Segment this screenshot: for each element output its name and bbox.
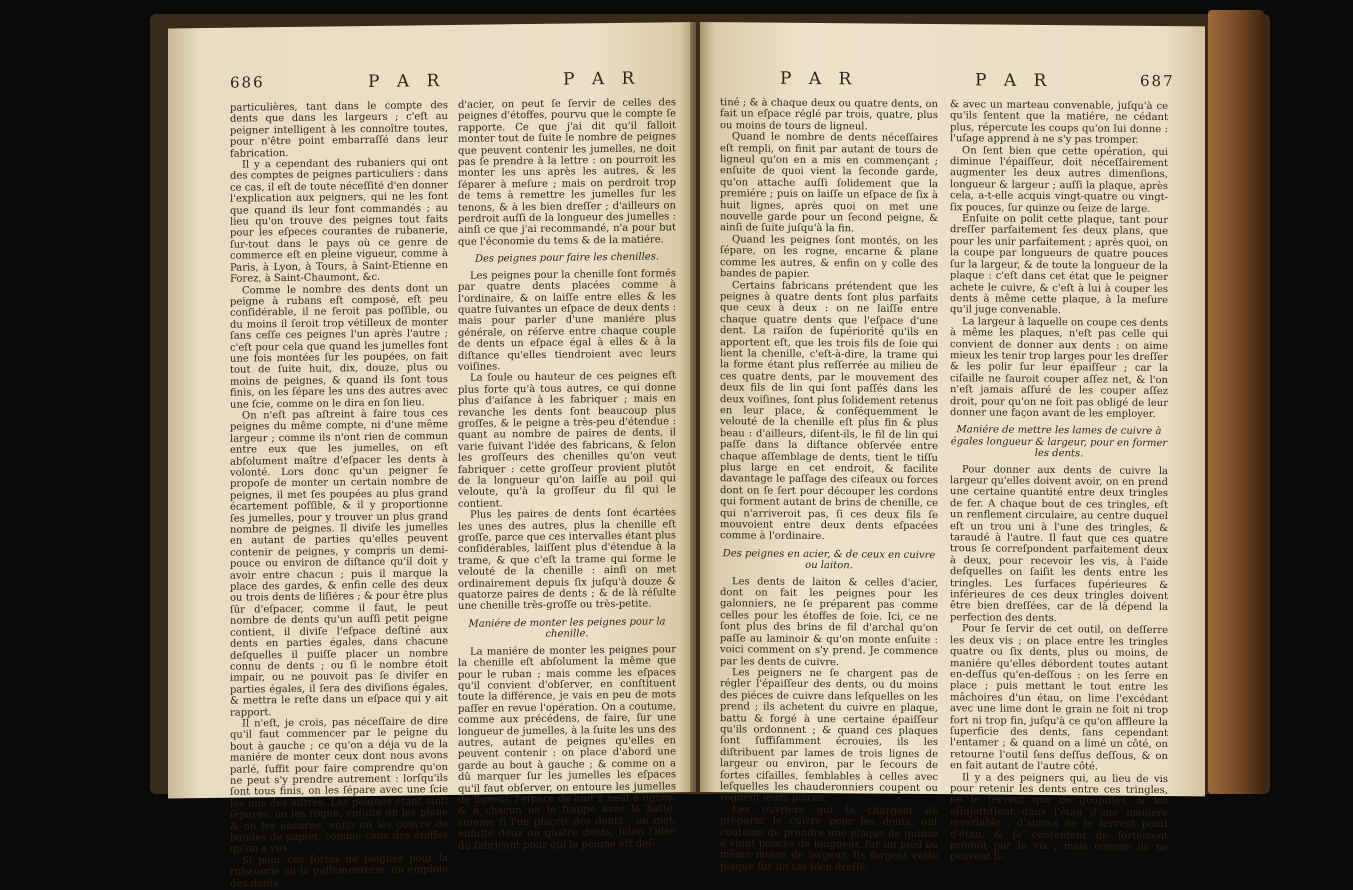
page-number: 686 [230,73,265,92]
paragraph: Les peigners ne ſe chargent pas de régler l'épaiſſeur des dents, ou du moins des piéces de cuivre dans leſquelles on les prend ; ils achetent du cuivre en plaque, battu & forgé à une certaine épaiſſeur qu'ils ordonnent ; & quand ces plaques ſont ſuffiſamment écrouies, ils les diſtribuent par lames de trois lignes de largeur ou environ, par le ſecours de fortes ciſailles, ſemblables à celles avec leſquelles les chauderonniers coupent ou rognent leurs piéces. [720,667,938,805]
paragraph: Pour donner aux dents de cuivre la largeur qu'elles doivent avoir, on en prend une certaine quantité entre deux tringles de fer. A chaque bout de ces tringles, eſt un renflement circulaire, au centre duquel eſt un trou uni à l'une des tringles, & taraudé à l'autre. Il faut que ces quatre trous ſe correſpondent parfaitement deux à deux, pour recevoir les vis, à l'aide deſquelles on ſaiſit les dents entre les tringles. Les ſurfaces ſupérieures & inférieures de ces deux tringles doivent être bien dreſſées, car de là dépend la perfection des dents. [950,463,1168,624]
book-cover-edge [1208,10,1264,794]
text-column [720,97,938,874]
paragraph: d'acier, on peut ſe ſervir de celles des peignes d'étoffes, pourvu que le compte ſe rapporte. Ce que j'ai dit qu'il falloit monter tout de ſuite le nombre de peignes que peuvent contenir les jumelles, ne doit pas ſe prendre à la lettre : on pourroit les monter les uns après les autres, & les ſéparer à meſure ; mais on perdroit trop de tems à remettre les jumelles ſur les tenons, & à les bien dreſſer ; d'ailleurs on perdroit auſſi de la longueur des jumelles : ainſi ce que j'ai recommandé, n'a pour but que l'économie du tems & de la matiére. [458,97,676,248]
paragraph: Il y a cependant des rubaniers qui ont des comptes de peignes particuliers : dans ce cas, il eſt de toute néceſſité d'en donner l'explication aux peigners, qui ne les font que quand ils leur font commandés ; au lieu qu'on trouve des peignes tout faits pour les eſpeces courantes de rubanerie, ſur-tout dans le pays où ce genre de commerce eſt en pleine vigueur, comme à Paris, à Lyon, à Tours, à Saint-Etienne en Forez, à Saint-Chaumont, &c. [230,157,448,285]
paragraph: Quand le nombre de dents néceſſaires eſt rempli, on finit par autant de tours de ligneul qu'on en a mis en commençant ; enſuite de quoi vient la ſeconde garde, qu'on attache auſſi ſolidement que la premiére ; puis on laiſſe un eſpace de ſix à huit lignes, après quoi on met une nouvelle garde pour un ſecond peigne, & ainſi de ſuite juſqu'à la fin. [720,131,938,235]
paragraph: Comme le nombre des dents dont un peigne à rubans eſt composé, eſt peu conſidérable, il ne ſeroit pas poſſible, ou du moins il ſeroit trop vétilleux de monter ſans ceſſe ces peignes l'un après l'autre ; c'eſt pour cela que quand les jumelles font une fois montées ſur les poupées, on fait tout de ſuite huit, dix, douze, plus ou moins de peignes, & quand ils ſont tous finis, on les ſépare les uns des autres avec une ſcie, comme on le dira en ſon lieu. [230,282,448,411]
running-head: P A R [563,68,641,90]
paragraph: Il n'eſt, je crois, pas néceſſaire de dire qu'il faut commencer par le peigne du bout à gauche ; ce qu'on a déja vu de la maniére de monter ceux dont nous avons parlé, ſuffit pour faire comprendre qu'on ne peut s'y prendre autrement : lorſqu'ils ſont tous finis, on les ſépare avec une ſcie les uns des autres. Les peignes étant ainſi ſéparés, on les rogne, enſuite on les plane & on les encarne, enfin on les couvre de bandes de papier, comme ceux des étoffes qu'on a vus. [230,715,448,856]
paragraph: Certains fabricans prétendent que les peignes à quatre dents ſont plus parfaits que ceux à deux : on ne laiſſe entre chaque quatre dents que l'eſpace d'une dent. La raiſon de ſupériorité qu'ils en apportent eſt, que les trois fils de ſoie qui lient la chenille, c'eſt-à-dire, la trame qui la forme étant plus reſſerrée au milieu de ces quatre dents, par le mouvement des deux fils de lin qui ſont paſſés dans les deux voiſines, ſont plus ſolidement retenus en leur place, & conſéquemment le velouté de la chenille eſt plus fin & plus beau : d'ailleurs, diſent-ils, le fil de lin qui paſſe dans la diſtance obſervée entre chaque aſſemblage de dents, tient le tiſſu plus large en cet endroit, & facilite davantage le paſſage des ciſeaux ou forces dont on ſe ſert pour découper les cordons qui forment autant de brins de chenille, ce qui n'arriveroit pas, ſi ces deux fils ſe mouvoient entre deux dents eſpacées comme à l'ordinaire. [720,279,938,543]
section-heading: Maniére de mettre les lames de cuivre à égales longueur & largeur, pour en former les dents. [950,424,1168,460]
paragraph: Les peignes pour la chenille ſont formés par quatre dents placées comme à l'ordinaire, & on laiſſe entre elles & les quatre ſuivantes un eſpace de deux dents : mais pour parler d'une maniére plus générale, on réſerve entre chaque couple de dents un eſpace égal à elles & à la diſtance qu'elles tiendroient avec leurs voiſines. [458,267,676,373]
paragraph: La maniére de monter les peignes pour la chenille eſt abſolument la même que pour le ruban ; mais comme les eſpaces qu'il convient d'obſerver, en conſtituent toute la différence, je vais en peu de mots paſſer en revue l'opération. On a coutume, comme aux précédens, de faire, ſur une longueur de jumelles, à la ſuite les uns des autres, autant de peignes qu'elles en peuvent contenir : on place d'abord une garde au bout à gauche ; & comme on a dû marquer ſur les jumelles les eſpaces qu'il faut obſerver, on entoure les jumelles de ligneul, l'eſpace de huit à neuf à lignes, & à chacun on le frappe avec la batte, comme ſi l'on plaçoit des dents ; on met, enſuite deux ou quatre dents, ſelon l'idée du fabricant pour qui le peigne eſt deſ- [458,643,676,852]
text-column [458,97,676,852]
left-page-header [168,68,696,98]
paragraph: La largeur à laquelle on coupe ces dents à même les plaques, n'eſt pas celle qui convient de donner aux dents : on aime mieux les tenir trop larges pour les dreſſer & les polir ſur leur épaiſſeur ; car la ciſaille ne ſauroit couper aſſez net, & l'on n'eſt jamais aſſuré de les couper aſſez droit, pour qu'on ne ſoit pas obligé de leur donner une façon avant de les employer. [950,316,1168,420]
page-number: 687 [1140,71,1175,91]
paragraph: Les dents de laiton & celles d'acier, dont on fait les peignes pour les galonniers, ne ſe préparent pas comme celles pour les étoffes de ſoie. Ici, ce ne ſont plus des brins de fil d'archal qu'on paſſe au laminoir & qu'on monte enſuite : voici comment on s'y prend. Je commence par les dents de cuivre. [720,575,938,668]
paragraph: Enſuite on polit cette plaque, tant pour dreſſer parfaitement ſes deux plans, que pour les unir parfaitement ; après quoi, on la coupe par longueurs de quatre pouces ſur la largeur, & de toute la longueur de la plaque : c'eſt dans cet état que le peigner achete le cuivre, & c'eſt à lui à couper les dents à même cette plaque, à la meſure qu'il juge convenable. [950,213,1168,317]
running-head: P A R [975,70,1053,92]
left-page [168,22,696,890]
paragraph: Si pour ces ſortes de peignes pour la rubanerie ou la paſſementerie, on emploie des dents [230,852,448,890]
text-column [950,99,1168,865]
paragraph: particulières, tant dans le compte des dents que dans les largeurs ; c'eſt au peigner intelligent à les connoître toutes, pour n'être point embarraſſé dans leur fabrication. [230,100,448,160]
paragraph: Il y a des peigners qui, au lieu de vis pour retenir les dents entre ces tringles, ne ſe ſervent que de goupilles, & les aſſujettiſſent dans l'étau d'une maniére invariable : d'autres ne ſe ſervent point d'étau, & ſe contentent de fortement produit par la vis ; mais comme ils ne peuvent li- [950,771,1168,864]
paragraph: On ſent bien que cette opération, qui diminue l'épaiſſeur, doit néceſſairement augmenter les deux autres dimenſions, longueur & largeur ; auſſi la plaque, après cela, a-t-elle acquis vingt-quatre ou vingt-ſix pouces, ſur quinze ou ſeize de large. [950,144,1168,215]
running-head: P A R [780,68,858,90]
section-heading: Des peignes pour faire les chenilles. [474,251,660,265]
section-heading: Maniére de monter les peignes pour la chenille. [468,616,666,641]
paragraph: Quand les peignes ſont montés, on les ſépare, on les rogne, encarne & plane comme les autres, & enfin on y colle des bandes de papier. [720,234,938,281]
paragraph: La ſoule ou hauteur de ces peignes eſt plus forte qu'à tous autres, ce qui donne plus d'aiſance à les fabriquer ; mais en revanche les dents ſont beaucoup plus groſſes, & le peigne a très-peu d'étendue : quant au nombre de paires de dents, il varie ſuivant l'idée des fabricans, & ſelon les groſſeurs des chenilles qu'on veut fabriquer : cette groſſeur provient plutôt de la longueur qu'on laiſſe au poil qui veloute, qu'à la groſſeur du fil qui le contient. [458,370,676,510]
paragraph: On n'eſt pas aſtreint à faire tous ces peignes du même compte, ni d'une même largeur ; comme ils n'ont rien de commun entre eux que les jumelles, on eſt abſolument maître d'eſpacer les dents à volonté. Lors donc qu'un peigner ſe propoſe de monter un certain nombre de peignes, il met ſes poupées au plus grand écartement poſſible, & il y proportionne ſes jumelles, pour y trouver un plus grand nombre de peignes. Il diviſe les jumelles en autant de parties qu'elles peuvent contenir de peignes, y compris un demi-pouce ou environ de diſtance qu'il doit y avoir entre chacun ; puis il marque la place des gardes, & enfin celle des deux ou trois dents de liſiéres ; & pour être plus ſûr d'eſpacer, comme il faut, le peut nombre de dents qu'un auſſi petit peigne contient, il diviſe l'eſpace deſtiné aux dents en parties égales, dans chacune deſquelles il puiſſe placer un nombre connu de dents ; ou ſi le nombre étoit impair, ou ne pouvoit pas ſe diviſer en parties égales, il ſera des diviſions égales, & mettra le reſte dans un eſpace qui y ait rapport. [230,407,448,719]
text-column [230,100,448,890]
paragraph: & avec un marteau convenable, juſqu'à ce qu'ils ſentent que la matiére, ne cédant plus, répercute les coups qu'on lui donne : l'uſage apprend à ne s'y pas tromper. [950,99,1168,147]
paragraph: Les ouvriers qui ſe chargent de préparer le cuivre pour les dents, ont coutume de prendre une plaque de quinze à vingt pouces de longueur, ſur un pied ou même moins de largeur. Ils forgent cette plaque ſur un tas bien dreſſé, [720,804,938,874]
right-page [700,22,1205,874]
section-heading: Des peignes en acier, & de ceux en cuivre ou laiton. [722,548,936,572]
paragraph: Pour ſe ſervir de cet outil, on deſſerre les deux vis ; on place entre les tringles quatre ou ſix dents, plus ou moins, de maniére qu'elles débordent toutes autant en-deſſus qu'en-deſſous : on les ſerre en place ; puis mettant le tout entre les mâchoires d'un étau, on lime l'excédant avec une lime dont le grain ne ſoit ni trop fort ni trop fin, juſqu'à ce qu'on affleure la ſuperficie des dents, ſans cependant l'entamer ; & quand on a limé un côté, on retourne l'outil ſens deſſus deſſous, & on en fait autant de l'autre côté. [950,623,1168,773]
paragraph: tiné ; & à chaque deux ou quatre dents, on fait un eſpace réglé par trois, quatre, plus ou moins de tours de ligneul. [720,97,938,133]
paragraph: Plus les paires de dents ſont écartées les unes des autres, plus la chenille eſt groſſe, parce que ces intervalles étant plus conſidérables, laiſſent plus d'étendue à la trame, & que c'eſt la trame qui forme le velouté de la chenille : ainſi on met ordinairement depuis ſix juſqu'à douze & quatorze paires de dents ; & de là réſulte une chenille très-groſſe ou très-petite. [458,507,676,613]
right-page-header [700,68,1205,96]
running-head: P A R [368,71,446,93]
